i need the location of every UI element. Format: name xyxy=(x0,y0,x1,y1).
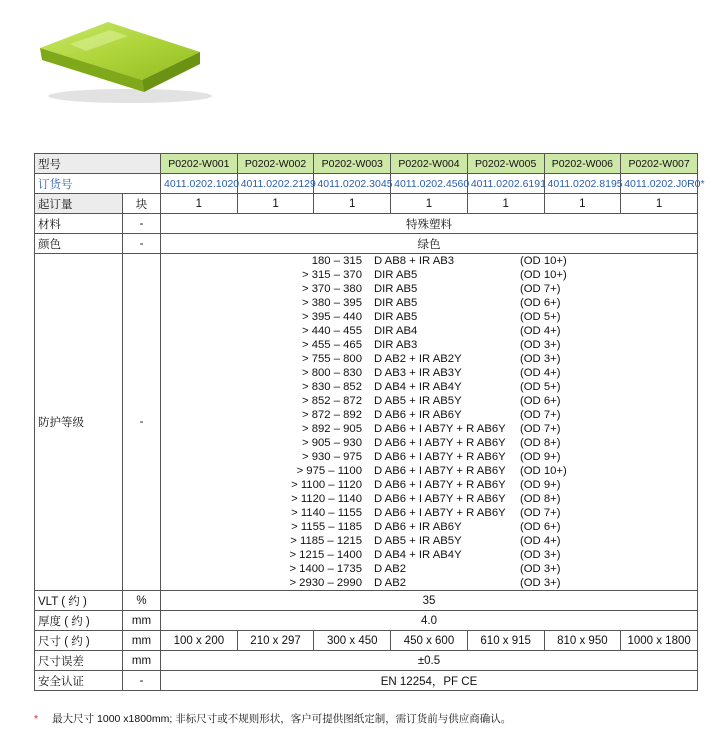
protection-od: (OD 9+) xyxy=(520,451,561,463)
unit-thickness: mm xyxy=(123,611,161,631)
protection-range: > 380 – 395 xyxy=(302,297,362,309)
footnote xyxy=(34,711,511,726)
order-number-cell: 4011.0202.8195 xyxy=(544,174,621,194)
label-color: 颜色 xyxy=(35,234,123,254)
protection-od: (OD 6+) xyxy=(520,395,561,407)
spec-table xyxy=(34,153,705,691)
label-material: 材料 xyxy=(35,214,123,234)
protection-range: > 1185 – 1215 xyxy=(290,535,362,547)
label-protection: 防护等级 xyxy=(35,254,123,591)
protection-od: (OD 7+) xyxy=(520,409,561,421)
order-number-cell: 4011.0202.2129 xyxy=(237,174,314,194)
moq-cell: 1 xyxy=(314,194,391,214)
order-number-cell: 4011.0202.3045 xyxy=(314,174,391,194)
protection-range: > 975 – 1100 xyxy=(296,465,362,477)
protection-range: > 2930 – 2990 xyxy=(289,577,362,589)
protection-od: (OD 10+) xyxy=(520,465,567,477)
protection-range: > 1400 – 1735 xyxy=(289,563,362,575)
size-cell: 100 x 200 xyxy=(161,631,238,651)
unit-vlt: % xyxy=(123,591,161,611)
protection-od: (OD 5+) xyxy=(520,381,561,393)
protection-class: D AB6 + IR AB6Y xyxy=(374,521,462,533)
protection-od: (OD 4+) xyxy=(520,325,561,337)
protection-range: > 852 – 872 xyxy=(302,395,362,407)
moq-cell: 1 xyxy=(391,194,468,214)
unit-certification: - xyxy=(123,671,161,691)
model-cell: P0202-W006 xyxy=(544,154,621,174)
protection-od: (OD 9+) xyxy=(520,479,561,491)
row-certification xyxy=(35,671,698,691)
protection-od: (OD 4+) xyxy=(520,367,561,379)
order-number-cell: 4011.0202.6191 xyxy=(467,174,544,194)
moq-cell: 1 xyxy=(544,194,621,214)
protection-class: DIR AB3 xyxy=(374,339,418,351)
protection-od: (OD 8+) xyxy=(520,437,561,449)
protection-class: DIR AB5 xyxy=(374,269,418,281)
protection-od: (OD 3+) xyxy=(520,577,561,589)
protection-range: > 830 – 852 xyxy=(302,381,362,393)
size-cell: 450 x 600 xyxy=(391,631,468,651)
label-certification: 安全认证 xyxy=(35,671,123,691)
footnote-text: 最大尺寸 1000 x1800mm; 非标尺寸或不规则形状，客户可提供图纸定制，需订货前与供应商确认。 xyxy=(52,713,512,725)
protection-range: > 755 – 800 xyxy=(302,353,362,365)
row-vlt xyxy=(35,591,698,611)
protection-range: > 1215 – 1400 xyxy=(289,549,362,561)
size-cell: 1000 x 1800 xyxy=(621,631,698,651)
label-vlt: VLT ( 约 ) xyxy=(35,591,123,611)
material-value: 特殊塑料 xyxy=(161,214,698,234)
unit-moq: 块 xyxy=(123,194,161,214)
protection-od: (OD 3+) xyxy=(520,353,561,365)
label-thickness: 厚度 ( 约 ) xyxy=(35,611,123,631)
protection-od: (OD 8+) xyxy=(520,493,561,505)
unit-tolerance: mm xyxy=(123,651,161,671)
protection-levels xyxy=(161,254,698,591)
tolerance-value: ±0.5 xyxy=(161,651,698,671)
model-cell: P0202-W004 xyxy=(391,154,468,174)
protection-range: > 1140 – 1155 xyxy=(291,507,362,519)
protection-range: > 1155 – 1185 xyxy=(291,521,362,533)
protection-class: D AB4 + IR AB4Y xyxy=(374,549,462,561)
row-thickness xyxy=(35,611,698,631)
protection-class: DIR AB5 xyxy=(374,297,418,309)
protection-od: (OD 6+) xyxy=(520,521,561,533)
moq-cell: 1 xyxy=(621,194,698,214)
protection-class: D AB5 + IR AB5Y xyxy=(374,535,462,547)
order-number-cell: 4011.0202.4560 xyxy=(391,174,468,194)
label-order-number: 订货号 xyxy=(35,174,161,194)
protection-range: > 370 – 380 xyxy=(302,283,362,295)
protection-class: D AB6 + IR AB6Y xyxy=(374,409,462,421)
row-protection xyxy=(35,254,698,591)
protection-range: > 800 – 830 xyxy=(302,367,362,379)
unit-protection: - xyxy=(123,254,161,591)
protection-class: D AB4 + IR AB4Y xyxy=(374,381,462,393)
protection-class: D AB8 + IR AB3 xyxy=(374,255,455,267)
label-model: 型号 xyxy=(35,154,161,174)
protection-range: > 872 – 892 xyxy=(302,409,362,421)
order-number-cell: 4011.0202.J0R0* xyxy=(621,174,698,194)
size-cell: 810 x 950 xyxy=(544,631,621,651)
label-tolerance: 尺寸误差 xyxy=(35,651,123,671)
row-tolerance xyxy=(35,651,698,671)
protection-od: (OD 3+) xyxy=(520,339,561,351)
protection-range: > 1100 – 1120 xyxy=(291,479,362,491)
row-model xyxy=(35,154,698,174)
protection-od: (OD 5+) xyxy=(520,311,561,323)
protection-class: DIR AB5 xyxy=(374,311,418,323)
protection-range: > 930 – 975 xyxy=(302,451,362,463)
protection-class: D AB6 + I AB7Y + R AB6Y xyxy=(374,437,506,449)
protection-class: D AB5 + IR AB5Y xyxy=(374,395,462,407)
protection-range: 180 – 315 xyxy=(311,255,362,267)
thickness-value: 4.0 xyxy=(161,611,698,631)
protection-od: (OD 7+) xyxy=(520,283,561,295)
unit-material: - xyxy=(123,214,161,234)
label-moq: 起订量 xyxy=(35,194,123,214)
row-size xyxy=(35,631,698,651)
protection-range: > 315 – 370 xyxy=(302,269,362,281)
protection-class: D AB2 + IR AB2Y xyxy=(374,353,462,365)
model-cell: P0202-W003 xyxy=(314,154,391,174)
footnote-marker: * xyxy=(34,713,39,725)
row-moq xyxy=(35,194,698,214)
green-laser-panel-icon xyxy=(30,14,215,106)
size-cell: 210 x 297 xyxy=(237,631,314,651)
certification-value: EN 12254，PF CE xyxy=(161,671,698,691)
protection-od: (OD 6+) xyxy=(520,297,561,309)
model-cell: P0202-W005 xyxy=(467,154,544,174)
moq-cell: 1 xyxy=(467,194,544,214)
protection-class: D AB6 + I AB7Y + R AB6Y xyxy=(374,507,506,519)
protection-class: D AB6 + I AB7Y + R AB6Y xyxy=(374,451,506,463)
model-cell: P0202-W001 xyxy=(161,154,238,174)
protection-class: DIR AB5 xyxy=(374,283,418,295)
label-size: 尺寸 ( 约 ) xyxy=(35,631,123,651)
protection-od: (OD 7+) xyxy=(520,507,561,519)
size-cell: 300 x 450 xyxy=(314,631,391,651)
protection-list xyxy=(288,254,694,590)
protection-range: > 905 – 930 xyxy=(302,437,362,449)
protection-range: > 455 – 465 xyxy=(302,339,362,351)
protection-range: > 1120 – 1140 xyxy=(291,493,362,505)
row-material xyxy=(35,214,698,234)
model-cell: P0202-W002 xyxy=(237,154,314,174)
unit-color: - xyxy=(123,234,161,254)
vlt-value: 35 xyxy=(161,591,698,611)
protection-range: > 440 – 455 xyxy=(302,325,362,337)
protection-class: D AB2 xyxy=(374,563,407,575)
unit-size: mm xyxy=(123,631,161,651)
protection-class: D AB6 + I AB7Y + R AB6Y xyxy=(374,465,506,477)
protection-od: (OD 3+) xyxy=(520,563,561,575)
protection-od: (OD 4+) xyxy=(520,535,561,547)
moq-cell: 1 xyxy=(161,194,238,214)
protection-class: DIR AB4 xyxy=(374,325,418,337)
protection-od: (OD 10+) xyxy=(520,255,567,267)
protection-class: D AB6 + I AB7Y + R AB6Y xyxy=(374,493,506,505)
protection-od: (OD 10+) xyxy=(520,269,567,281)
protection-class: D AB3 + IR AB3Y xyxy=(374,367,462,379)
protection-class: D AB6 + I AB7Y + R AB6Y xyxy=(374,423,506,435)
protection-od: (OD 3+) xyxy=(520,549,561,561)
color-value: 绿色 xyxy=(161,234,698,254)
protection-class: D AB6 + I AB7Y + R AB6Y xyxy=(374,479,506,491)
protection-class: D AB2 xyxy=(374,577,407,589)
moq-cell: 1 xyxy=(237,194,314,214)
protection-range: > 892 – 905 xyxy=(302,423,362,435)
row-order-number xyxy=(35,174,698,194)
protection-od: (OD 7+) xyxy=(520,423,561,435)
size-cell: 610 x 915 xyxy=(467,631,544,651)
row-color xyxy=(35,234,698,254)
model-cell: P0202-W007 xyxy=(621,154,698,174)
order-number-cell: 4011.0202.1020 xyxy=(161,174,238,194)
protection-range: > 395 – 440 xyxy=(302,311,362,323)
